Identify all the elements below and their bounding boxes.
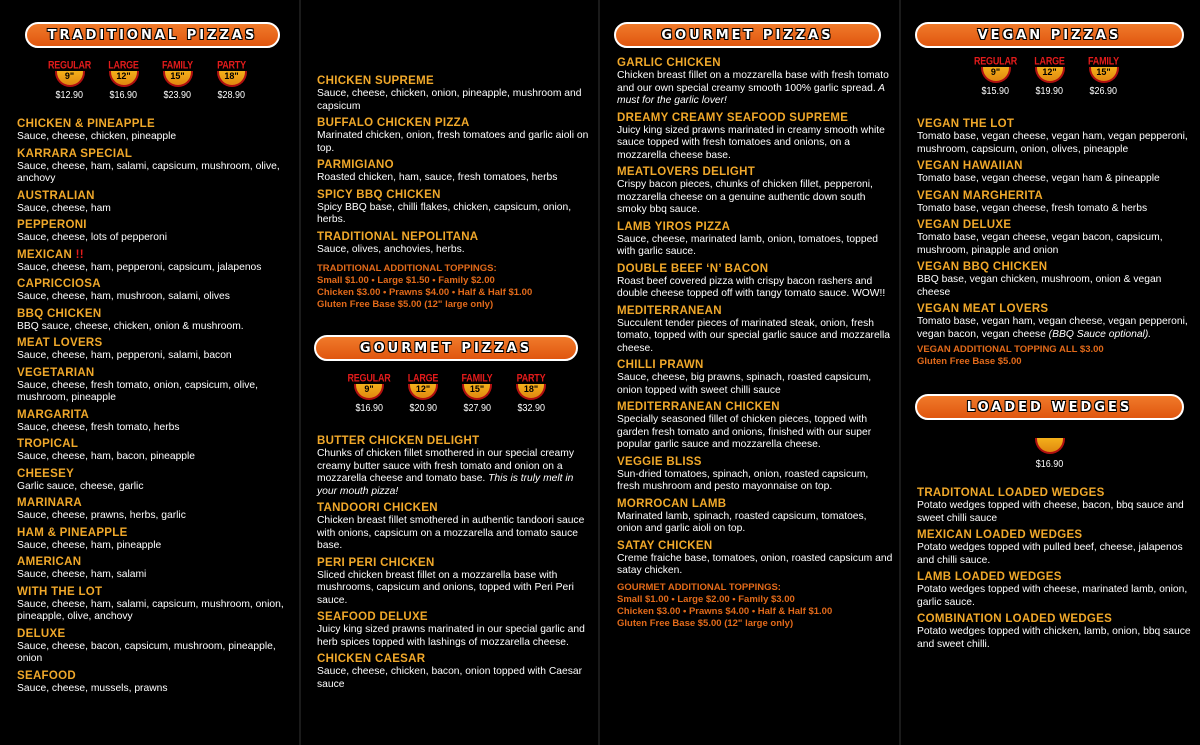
gourmet-pizza-list [617, 56, 894, 578]
menu-item-name: BBQ CHICKEN [17, 307, 102, 320]
menu-item [617, 262, 894, 301]
menu-item-name: VEGGIE BLISS [617, 455, 702, 468]
menu-item-name: CHEESEY [17, 467, 75, 480]
menu-item-name: DOUBLE BEEF ‘N’ BACON [617, 262, 769, 275]
size-name: LARGE [407, 372, 439, 384]
menu-item-description: Specially seasoned fillet of chicken pieces, topped with garden fresh tomato and onions, finished with our super popular garlic sauce and mozzarella cheese. [617, 414, 872, 450]
menu-item-description: Sauce, cheese, chicken, pineapple [17, 131, 177, 142]
pizza-slice-icon: 15" [1089, 67, 1119, 83]
menu-item [917, 612, 1194, 651]
size-option [209, 60, 255, 101]
menu-item [317, 501, 591, 553]
size-price: $16.90 [355, 403, 383, 414]
topping-line: Gluten Free Base $5.00 (12" large only) [617, 617, 794, 629]
traditional-pizzas-continued-column [301, 0, 597, 745]
menu-item-description: Sauce, cheese, big prawns, spinach, roasted capsicum, onion topped with sweet chilli sauce [617, 372, 872, 396]
menu-item-description: Juicy king sized prawns marinated in creamy smooth white sauce topped with fresh tomatoes and onions, on a mozzarella cheese base. [617, 124, 885, 161]
menu-item-description: Garlic sauce, cheese, garlic [17, 480, 144, 492]
size-price: $23.90 [163, 90, 192, 101]
menu-item [17, 555, 294, 582]
menu-item-description: Sauce, cheese, mussels, prawns [17, 682, 168, 694]
menu-item-description: Roasted chicken, ham, sauce, fresh tomatoes, herbs [317, 172, 558, 183]
menu-item-description: Chunks of chicken fillet smothered in our special creamy creamy butter sauce with fresh tomato and onion on a mozzarella cheese and tomato base. This is truly melt in your mouth pizza! [317, 448, 574, 497]
menu-item-note: (BBQ Sauce optional). [1045, 328, 1152, 340]
menu-item-description: Creme fraiche base, tomatoes, onion, roasted capsicum and satay chicken. [617, 552, 893, 576]
size-option [47, 60, 93, 101]
menu-item-name: PEPPERONI [17, 219, 87, 231]
menu-item-name: TRADITIONAL NEPOLITANA [317, 230, 479, 243]
menu-item [317, 652, 591, 691]
menu-item-description: Marinated chicken, onion, fresh tomatoes and garlic aioli on top. [317, 130, 589, 154]
menu-item [17, 408, 294, 435]
size-option [101, 60, 147, 101]
size-option [1027, 56, 1073, 97]
menu-item-name: DELUXE [17, 627, 66, 640]
menu-item-description: Roast beef covered pizza with crispy bacon rashers and double cheese topped off with tangy tomato sauce. WOW!! [617, 275, 886, 299]
menu-item [317, 556, 591, 608]
size-option [400, 373, 446, 414]
menu-item-name: CAPRICCIOSA [17, 278, 101, 290]
menu-item-description: Sauce, cheese, ham, salami, capsicum, mushroom, onion, pineapple, olive, anchovy [17, 598, 284, 622]
menu-item-name: CHICKEN & PINEAPPLE [17, 118, 155, 130]
size-name: PARTY [217, 59, 246, 71]
size-price: $15.90 [981, 86, 1010, 97]
size-price-row [317, 373, 583, 414]
menu-item-name: VEGAN BBQ CHICKEN [917, 261, 1048, 273]
menu-item [917, 117, 1194, 156]
menu-item-name: VEGAN HAWAIIAN [917, 160, 1023, 172]
traditional-pizzas-column [0, 0, 300, 745]
menu-item-description: Sauce, cheese, bacon, capsicum, mushroom, pineapple, onion [17, 640, 276, 664]
topping-line: Gluten Free Base $5.00 [917, 356, 1022, 367]
menu-item [617, 220, 894, 259]
menu-item [17, 147, 294, 186]
menu-item-name: KARRARA SPECIAL [17, 147, 133, 160]
pizza-slice-icon: 15" [163, 71, 193, 87]
chilli-marker: !! [72, 248, 84, 261]
menu-item [17, 496, 294, 523]
menu-item-name: LAMB LOADED WEDGES [917, 571, 1062, 583]
size-name: REGULAR [47, 59, 92, 71]
topping-line: Small $1.00 • Large $2.00 • Family $3.00 [617, 593, 795, 605]
menu-item-name: CHILLI PRAWN [617, 359, 704, 371]
menu-item-name: AUSTRALIAN [17, 189, 95, 202]
gourmet-pizzas-column [600, 0, 900, 745]
menu-item-name: TRADITONAL LOADED WEDGES [917, 487, 1105, 499]
menu-item [317, 188, 591, 227]
menu-item [17, 526, 294, 553]
menu-item-name: VEGAN THE LOT [917, 118, 1015, 130]
menu-item-name: WITH THE LOT [17, 585, 103, 598]
menu-item-description: Tomato base, vegan cheese, vegan ham, vegan pepperoni, mushroom, capsicum, onion, olives, pineapple [917, 131, 1188, 155]
topping-line: TRADITIONAL ADDITIONAL TOPPINGS: [317, 263, 497, 274]
menu-item-description: Succulent tender pieces of marinated steak, onion, fresh tomato, topped with our special garlic sauce and mozzarella cheese. [617, 317, 891, 354]
menu-item-description: Juicy king sized prawns marinated in our special garlic and herb spices topped with lashings of mozzarella cheese. [317, 624, 585, 648]
topping-line: VEGAN ADDITIONAL TOPPING ALL $3.00 [917, 344, 1104, 355]
menu-item [17, 307, 294, 334]
menu-item-description: Crispy bacon pieces, chunks of chicken fillet, pepperoni, mozzarella cheese on a genuine authentic down south smoky bbq sauce. [617, 179, 873, 215]
pizza-slice-icon: 9" [354, 384, 384, 400]
menu-item-description: BBQ base, vegan chicken, mushroom, onion & vegan cheese [917, 274, 1162, 298]
traditional-pizza-list [17, 117, 294, 695]
size-price: $26.90 [1089, 86, 1118, 97]
menu-item [317, 158, 591, 185]
menu-item [917, 486, 1194, 525]
size-name: FAMILY [162, 59, 193, 71]
menu-item [17, 189, 294, 216]
menu-item-description: Sauce, cheese, ham, bacon, pineapple [17, 451, 196, 462]
size-option [973, 56, 1019, 97]
menu-item [317, 116, 591, 155]
size-name: FAMILY [461, 372, 493, 384]
menu-item [617, 111, 894, 163]
menu-item [317, 610, 591, 649]
pizza-slice-icon: 15" [462, 384, 492, 400]
menu-item [17, 277, 294, 304]
menu-item-description: Sauce, cheese, fresh tomato, herbs [17, 421, 180, 433]
menu-item [17, 117, 294, 144]
menu-item [917, 159, 1194, 186]
menu-item-name: SATAY CHICKEN [617, 539, 713, 552]
size-price: $20.90 [409, 403, 437, 414]
pizza-slice-icon: 9" [981, 67, 1011, 83]
vegan-pizza-list [917, 117, 1194, 341]
size-price-row [17, 60, 284, 101]
menu-item-name: MEATLOVERS DELIGHT [617, 166, 756, 178]
menu-item [617, 400, 894, 452]
menu-item [317, 230, 591, 257]
menu-item [617, 539, 894, 578]
menu-item-name: MEXICAN !! [17, 248, 84, 261]
menu-item [917, 260, 1194, 299]
gourmet-additional-toppings [617, 582, 894, 630]
menu-item-name: VEGAN DELUXE [917, 219, 1012, 231]
topping-line: Gluten Free Base $5.00 (12" large only) [317, 299, 494, 310]
menu-item-name: MORROCAN LAMB [617, 497, 727, 510]
size-name: LARGE [1034, 55, 1065, 67]
menu-item-name: SEAFOOD DELUXE [317, 611, 428, 623]
menu-item-description: Potato wedges topped with cheese, marinated lamb, onion, garlic sauce. [917, 584, 1188, 608]
menu-item-description: Sauce, cheese, prawns, herbs, garlic [17, 510, 186, 521]
menu-item [917, 570, 1194, 609]
menu-item [17, 366, 294, 405]
menu-item [17, 669, 294, 696]
topping-line: Small $1.00 • Large $1.50 • Family $2.00 [317, 275, 495, 286]
menu-item-description: Sauce, cheese, ham, salami [17, 569, 147, 580]
menu-item-name: COMBINATION LOADED WEDGES [917, 613, 1113, 625]
menu-item-name: DREAMY CREAMY SEAFOOD SUPREME [617, 111, 849, 124]
menu-item [617, 165, 894, 217]
menu-item-description: Sauce, cheese, lots of pepperoni [17, 232, 167, 243]
menu-item-name: PERI PERI CHICKEN [317, 556, 435, 569]
pizza-slice-icon: 12" [1035, 67, 1065, 83]
menu-item [17, 437, 294, 464]
gourmet-pizzas-banner: GOURMET PIZZAS [314, 335, 578, 361]
wedge-icon [1035, 438, 1065, 454]
menu-item [917, 302, 1194, 341]
menu-item-name: CHICKEN CAESAR [317, 653, 426, 665]
gourmet-pizza-list [317, 434, 591, 691]
pizza-slice-icon: 12" [109, 71, 139, 87]
menu-item-description: Sauce, cheese, ham, salami, capsicum, mushroom, olive, anchovy [17, 160, 280, 184]
menu-item-description: Spicy BBQ base, chilli flakes, chicken, capsicum, onion, herbs. [317, 201, 572, 225]
vegan-pizzas-banner: VEGAN PIZZAS [915, 22, 1184, 48]
menu-item-name: AMERICAN [17, 556, 82, 568]
size-option [508, 373, 554, 414]
menu-item-name: BUTTER CHICKEN DELIGHT [317, 435, 480, 447]
menu-item-description: Chicken breast fillet on a mozzarella base with fresh tomato and our own special creamy smooth 100% garlic spread. A must for the garlic lover! [617, 70, 889, 106]
menu-item-name: MEDITERRANEAN CHICKEN [617, 401, 780, 413]
menu-item-name: SPICY BBQ CHICKEN [317, 188, 441, 201]
menu-item-name: TROPICAL [17, 438, 79, 450]
topping-line: Chicken $3.00 • Prawns $4.00 • Half & Half $1.00 [317, 287, 533, 298]
menu-item-description: Potato wedges topped with pulled beef, cheese, jalapenos and chilli sauce. [917, 542, 1183, 566]
menu-item-description: Sauce, cheese, chicken, bacon, onion topped with Caesar sauce [317, 666, 583, 690]
menu-item-name: PARMIGIANO [317, 159, 394, 171]
menu-item-description: Tomato base, vegan cheese, vegan ham & pineapple [917, 173, 1160, 184]
menu-item-description: Sauce, olives, anchovies, herbs. [317, 243, 465, 255]
menu-item [17, 248, 294, 275]
size-name: REGULAR [973, 55, 1018, 67]
menu-item-name: MEXICAN LOADED WEDGES [917, 529, 1083, 541]
menu-item [917, 189, 1194, 216]
menu-item-description: Sauce, cheese, ham, pineapple [17, 539, 162, 551]
menu-item-name: GARLIC CHICKEN [617, 57, 721, 69]
size-price: $32.90 [517, 403, 545, 414]
menu-item-description: Sauce, cheese, ham, mushroon, salami, olives [17, 291, 230, 302]
size-price: $12.90 [55, 90, 84, 101]
pizza-slice-icon: 12" [408, 384, 438, 400]
menu-item-description: Tomato base, vegan cheese, vegan bacon, capsicum, mushroom, pinapple and onion [917, 232, 1163, 256]
size-name: PARTY [516, 372, 546, 384]
menu-item-description: Potato wedges topped with chicken, lamb, onion, bbq sauce and sweet chilli. [917, 626, 1191, 650]
size-option [454, 373, 500, 414]
menu-item-description: Sliced chicken breast fillet on a mozzarella base with mushrooms, capsicum and onions, topped with Peri Peri sauce. [317, 569, 574, 606]
menu-item [317, 434, 591, 498]
size-price: $16.90 [109, 90, 138, 101]
pizza-slice-icon: 9" [55, 71, 85, 87]
size-name: REGULAR [347, 372, 391, 384]
gourmet-pizzas-banner: GOURMET PIZZAS [614, 22, 881, 48]
vegan-additional-toppings [917, 344, 1194, 368]
topping-line: Chicken $3.00 • Prawns $4.00 • Half & Half $1.00 [617, 605, 833, 617]
menu-item-description: Tomato base, vegan cheese, fresh tomato & herbs [917, 202, 1148, 214]
menu-item [17, 585, 294, 624]
menu-item [17, 467, 294, 494]
size-price: $28.90 [217, 90, 246, 101]
menu-item [17, 336, 294, 363]
menu-item [617, 56, 894, 108]
menu-item-description: Sauce, cheese, marinated lamb, onion, tomatoes, topped with garlic sauce. [617, 233, 879, 257]
menu-item-description: Potato wedges topped with cheese, bacon, bbq sauce and sweet chilli sauce [917, 500, 1184, 524]
menu-item-description: Sauce, cheese, ham, pepperoni, salami, bacon [17, 350, 232, 361]
menu-item [617, 455, 894, 494]
menu-item-name: HAM & PINEAPPLE [17, 526, 128, 539]
menu-item-description: Sauce, cheese, ham [17, 202, 111, 214]
menu-item-name: MEDITERRANEAN [617, 304, 722, 317]
menu-item-note: A must for the garlic lover! [617, 82, 885, 106]
menu-item-description: Tomato base, vegan ham, vegan cheese, vegan pepperoni, vegan bacon, vegan cheese (BBQ Sauce optional). [917, 316, 1188, 340]
menu-item-name: MEAT LOVERS [17, 337, 103, 349]
size-option [155, 60, 201, 101]
menu-item-name: SEAFOOD [17, 669, 76, 682]
loaded-wedges-list [917, 486, 1194, 651]
wedge-price: $16.90 [1035, 459, 1064, 470]
menu-item [617, 358, 894, 397]
size-name: LARGE [108, 59, 139, 71]
menu-item [617, 304, 894, 356]
menu-item-description: Marinated lamb, spinach, roasted capsicum, tomatoes, onion and garlic aioli on top. [617, 510, 867, 534]
size-option [1081, 56, 1127, 97]
pizza-slice-icon: 18" [516, 384, 546, 400]
traditional-pizzas-banner: TRADITIONAL PIZZAS [25, 22, 280, 48]
topping-line: GOURMET ADDITIONAL TOPPINGS: [617, 581, 781, 593]
menu-item [17, 218, 294, 245]
pizza-slice-icon: 18" [217, 71, 247, 87]
size-price: $27.90 [463, 403, 491, 414]
menu-item-description: Sauce, cheese, ham, pepperoni, capsicum, jalapenos [17, 261, 262, 273]
menu-item-name: MARGARITA [17, 408, 90, 421]
menu-item-name: VEGAN MARGHERITA [917, 189, 1043, 202]
traditional-pizza-list-continued [317, 74, 591, 256]
vegan-and-wedges-column [901, 0, 1200, 745]
size-name: FAMILY [1088, 55, 1119, 67]
size-price: $19.90 [1035, 86, 1064, 97]
traditional-additional-toppings [317, 263, 591, 311]
menu-item-description: Sauce, cheese, chicken, onion, pineapple, mushroom and capsicum [317, 88, 582, 112]
menu-item [617, 497, 894, 536]
menu-item-name: TANDOORI CHICKEN [317, 502, 438, 514]
menu-item-name: MARINARA [17, 497, 83, 509]
menu-item-description: Sauce, cheese, fresh tomato, onion, capsicum, olive, mushroom, pineapple [17, 379, 258, 403]
menu-item-name: LAMB YIROS PIZZA [617, 220, 731, 233]
menu-item-name: CHICKEN SUPREME [317, 75, 434, 87]
menu-item [917, 528, 1194, 567]
loaded-wedges-banner: LOADED WEDGES [915, 394, 1184, 420]
menu-item-name: BUFFALO CHICKEN PIZZA [317, 117, 470, 129]
menu-item-description: Sun-dried tomatoes, spinach, onion, roasted capsicum, fresh mushroom and pesto mayonnaise on top. [617, 468, 869, 492]
menu-item [917, 218, 1194, 257]
menu-item-name: VEGETARIAN [17, 366, 95, 379]
menu-item-name: VEGAN MEAT LOVERS [917, 303, 1049, 315]
menu-item [17, 627, 294, 666]
menu-item-note: This is truly melt in your mouth pizza! [317, 473, 574, 497]
menu-item-description: BBQ sauce, cheese, chicken, onion & mushroom. [17, 320, 244, 332]
menu-item-description: Chicken breast fillet smothered in authentic tandoori sauce with onions, capsicum on a mozzarella and tomato sauce base. [317, 515, 585, 551]
menu-item [317, 74, 591, 113]
size-option [346, 373, 392, 414]
size-price-row [917, 56, 1182, 97]
wedge-price-block [917, 438, 1182, 470]
